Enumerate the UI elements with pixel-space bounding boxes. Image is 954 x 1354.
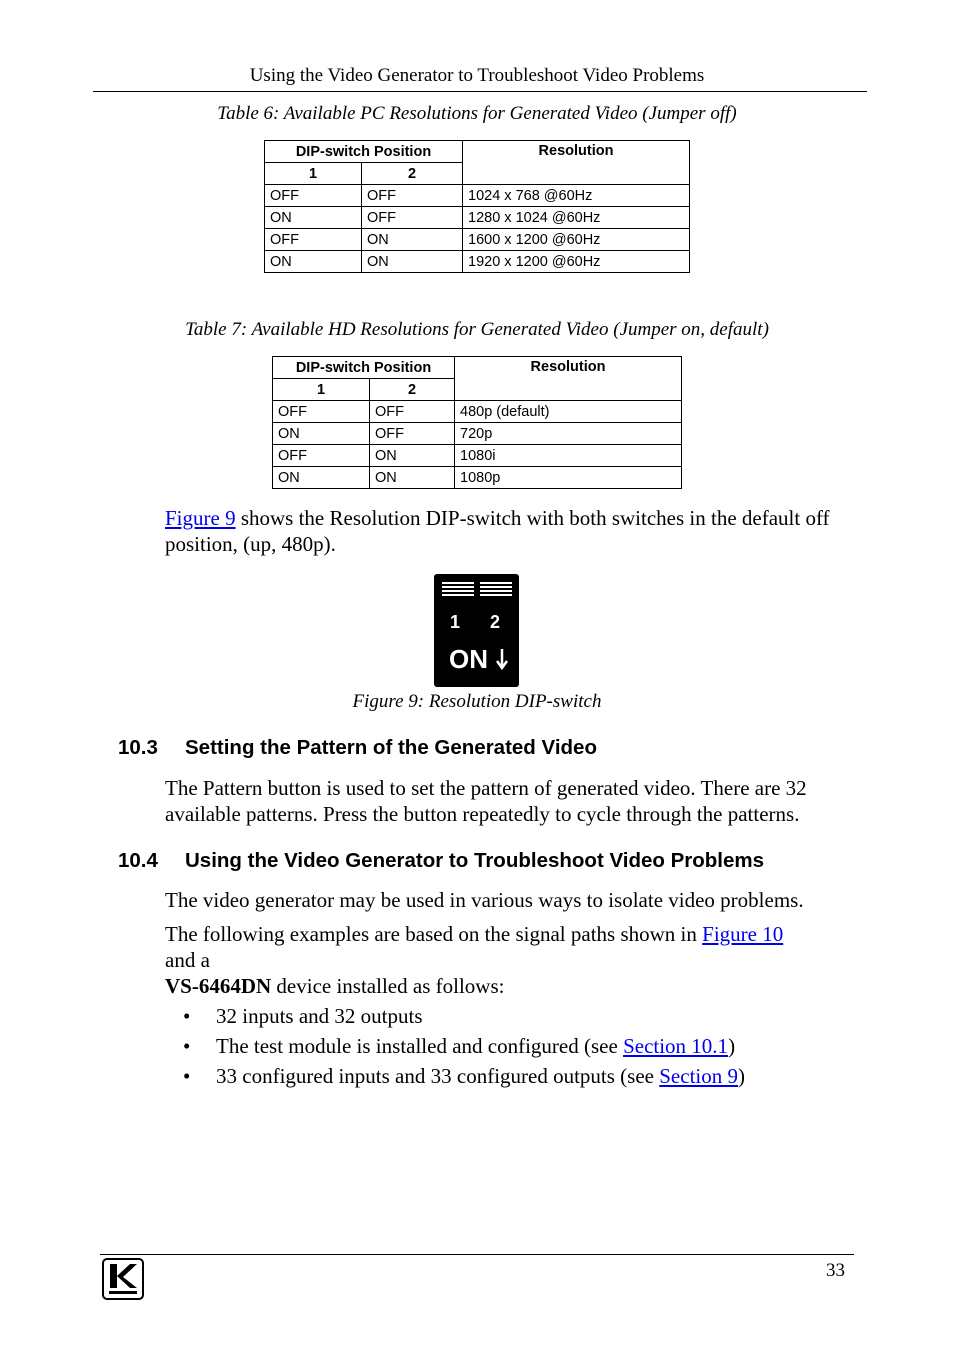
para-2-post: device installed as follows: bbox=[271, 974, 505, 998]
table-cell: 1920 x 1200 @60Hz bbox=[463, 251, 690, 273]
table-cell: OFF bbox=[273, 401, 370, 423]
list-item-text: The test module is installed and configured (see bbox=[216, 1034, 624, 1058]
list-item bbox=[165, 1001, 870, 1031]
switch-1-label: 1 bbox=[450, 612, 461, 632]
table-cell: 1080i bbox=[455, 445, 682, 467]
on-label bbox=[449, 644, 509, 675]
table-cell: 1080p bbox=[455, 467, 682, 489]
table-6-header-resolution: Resolution bbox=[463, 141, 690, 185]
dip-switch-figure bbox=[434, 574, 519, 687]
switch-2-label: 2 bbox=[490, 612, 501, 632]
kramer-logo bbox=[102, 1258, 144, 1300]
list-item bbox=[165, 1061, 870, 1091]
figure-9-caption: Figure 9: Resolution DIP-switch bbox=[352, 691, 602, 712]
table-row bbox=[273, 401, 682, 423]
table-row bbox=[273, 445, 682, 467]
table-cell: OFF bbox=[273, 445, 370, 467]
device-name: VS-6464DN bbox=[165, 974, 272, 998]
table-row bbox=[273, 423, 682, 445]
section-10-4-para-1: The video generator may be used in various ways to isolate video problems. bbox=[165, 888, 804, 912]
footer-divider bbox=[100, 1254, 854, 1255]
bullet-list-container bbox=[165, 1001, 870, 1091]
para-2-text: The following examples are based on the signal paths shown in bbox=[165, 922, 703, 946]
figure-ref-text: shows the Resolution DIP-switch with both switches in the default off position, (up, 480p). bbox=[165, 506, 830, 556]
switch-2-lever bbox=[480, 582, 512, 598]
table-row bbox=[265, 207, 690, 229]
table-6-col-1: 1 bbox=[265, 163, 362, 185]
kramer-k-icon bbox=[104, 1260, 142, 1298]
arrow-down-icon bbox=[495, 648, 509, 670]
table-cell: OFF bbox=[370, 401, 455, 423]
table-7-header-resolution: Resolution bbox=[455, 357, 682, 401]
table-cell: OFF bbox=[362, 207, 463, 229]
section-10-3-heading bbox=[118, 735, 597, 761]
section-10-1-link[interactable]: Section 10.1 bbox=[623, 1034, 729, 1058]
table-cell: 720p bbox=[455, 423, 682, 445]
table-cell: OFF bbox=[370, 423, 455, 445]
section-number: 10.3 bbox=[118, 736, 158, 759]
table-7-header-dip: DIP-switch Position bbox=[273, 357, 455, 379]
table-cell: ON bbox=[370, 445, 455, 467]
table-cell: OFF bbox=[362, 185, 463, 207]
table-cell: OFF bbox=[265, 185, 362, 207]
table-row bbox=[273, 467, 682, 489]
figure-ref-paragraph bbox=[165, 505, 865, 557]
table-cell: ON bbox=[273, 423, 370, 445]
table-7-col-1: 1 bbox=[273, 379, 370, 401]
table-cell: ON bbox=[370, 467, 455, 489]
section-number: 10.4 bbox=[118, 849, 158, 872]
section-9-link[interactable]: Section 9 bbox=[659, 1064, 738, 1088]
table-cell: ON bbox=[362, 251, 463, 273]
on-text: ON bbox=[449, 644, 488, 674]
section-10-4-heading bbox=[118, 848, 764, 874]
table-row bbox=[265, 251, 690, 273]
section-10-3-body: The Pattern button is used to set the pattern of generated video. There are 32 available patterns. Press the button repeatedly to cycle through the patterns. bbox=[165, 776, 807, 826]
figure-10-link[interactable]: Figure 10 bbox=[702, 922, 784, 946]
table-cell: ON bbox=[265, 207, 362, 229]
list-item-text: 32 inputs and 32 outputs bbox=[216, 1004, 423, 1028]
table-6-header-dip: DIP-switch Position bbox=[265, 141, 463, 163]
table-6 bbox=[264, 140, 690, 273]
table-6-caption: Table 6: Available PC Resolutions for Generated Video (Jumper off) bbox=[217, 103, 737, 124]
table-row bbox=[265, 229, 690, 251]
table-cell: 1024 x 768 @60Hz bbox=[463, 185, 690, 207]
page-number: 33 bbox=[826, 1260, 845, 1281]
section-10-4-para-2 bbox=[165, 921, 870, 999]
header-divider bbox=[93, 91, 867, 92]
para-2-and: and a bbox=[165, 948, 210, 972]
table-cell: 480p (default) bbox=[455, 401, 682, 423]
running-header: Using the Video Generator to Troubleshoot Video Problems bbox=[249, 65, 705, 86]
section-title: Using the Video Generator to Troubleshoot Video Problems bbox=[185, 849, 765, 872]
list-item-text: ) bbox=[728, 1034, 736, 1058]
table-cell: ON bbox=[362, 229, 463, 251]
table-6-col-2: 2 bbox=[362, 163, 463, 185]
table-row bbox=[265, 185, 690, 207]
figure-9-link[interactable]: Figure 9 bbox=[165, 506, 236, 530]
section-title: Setting the Pattern of the Generated Video bbox=[185, 736, 597, 759]
table-7-col-2: 2 bbox=[370, 379, 455, 401]
table-cell: 1280 x 1024 @60Hz bbox=[463, 207, 690, 229]
table-7-caption: Table 7: Available HD Resolutions for Generated Video (Jumper on, default) bbox=[185, 319, 769, 340]
table-7 bbox=[272, 356, 682, 489]
list-item bbox=[165, 1031, 870, 1061]
table-cell: OFF bbox=[265, 229, 362, 251]
bullet-list bbox=[165, 1001, 870, 1091]
switch-1-lever bbox=[442, 582, 474, 598]
list-item-text: 33 configured inputs and 33 configured outputs (see bbox=[216, 1064, 660, 1088]
list-item-text: ) bbox=[738, 1064, 745, 1088]
table-cell: 1600 x 1200 @60Hz bbox=[463, 229, 690, 251]
table-cell: ON bbox=[273, 467, 370, 489]
table-cell: ON bbox=[265, 251, 362, 273]
